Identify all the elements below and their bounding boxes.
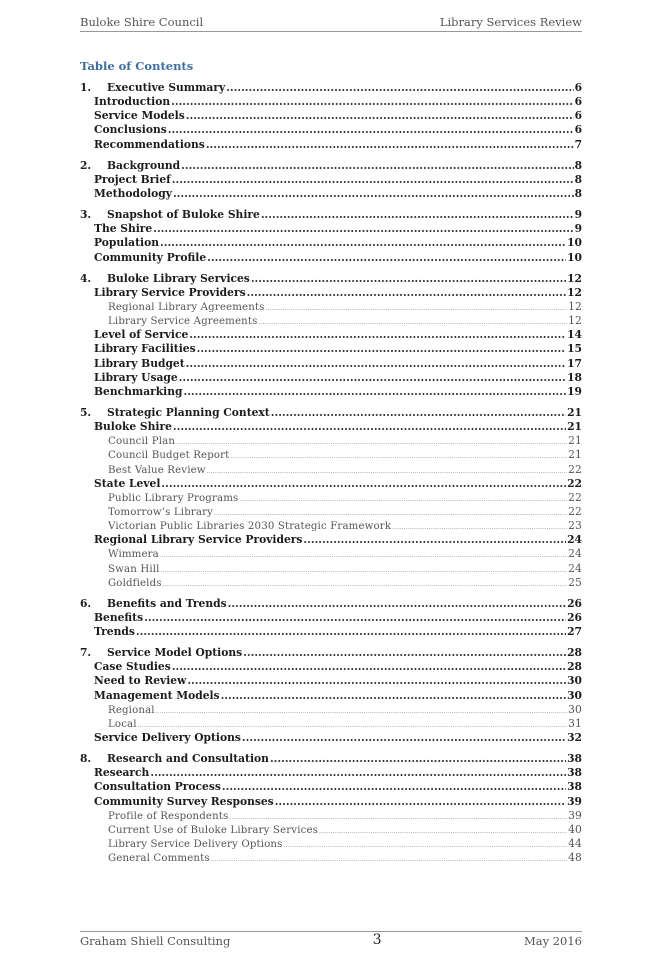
toc-entry-label [108,548,159,562]
toc-dot-leader [171,95,573,109]
toc-entry-label [94,187,172,201]
toc-subsection-entry[interactable] [80,477,582,491]
toc-dot-leader [226,81,573,95]
toc-entry-label [108,449,229,463]
toc-page-number: 12 [567,271,582,285]
toc-page-number: 23 [568,519,582,533]
toc-dot-leader [179,371,566,385]
toc-page-number: 6 [574,123,582,137]
toc-entry-label [108,838,283,852]
toc-entry-label [94,95,170,109]
toc-page-number: 38 [567,780,582,794]
footer-date: May 2016 [523,934,582,948]
toc-page-number: 28 [567,646,582,660]
toc-entry-text: Case Studies [94,660,171,674]
toc-entry-label [80,208,260,222]
toc-dot-leader [172,660,566,674]
toc-entry-text: Management Models [94,688,220,702]
toc-entry-text: Need to Review [94,674,187,688]
toc-entry-text: State Level [94,476,161,490]
toc-entry-label [108,852,210,866]
toc-entry-text: Victorian Public Libraries 2030 Strategic Framework [108,521,392,533]
toc-entry-text: Service Models [94,109,185,123]
toc-entry-text: Community Survey Responses [94,794,274,808]
toc-subsection-entry[interactable] [80,689,582,703]
toc-subsection-entry[interactable] [80,236,582,250]
toc-dot-leader [229,811,567,825]
toc-entry-text: Current Use of Buloke Library Services [108,824,319,836]
toc-page-number: 30 [567,688,582,702]
toc-entry-text: Research and Consultation [107,752,269,766]
toc-entry-label [80,597,227,611]
toc-entry-text: Project Brief [94,172,171,186]
toc-page-number: 10 [567,236,582,250]
toc-entry-label [94,123,167,137]
toc-dot-leader [284,839,568,853]
toc-subsubsection-entry[interactable] [80,837,582,851]
toc-dot-leader [186,357,566,371]
toc-subsubsection-entry[interactable] [80,448,582,462]
toc-entry-text: Benefits [94,610,144,624]
toc-dot-leader [247,286,567,300]
toc-subsection-entry[interactable] [80,611,582,625]
toc-dot-leader [156,705,567,719]
toc-section-number: 5. [80,405,92,419]
toc-entry-text: The Shire [94,222,153,236]
toc-subsubsection-entry[interactable] [80,505,582,519]
toc-dot-leader [243,646,566,660]
toc-entry-label [94,173,171,187]
toc-section-entry[interactable] [80,208,582,222]
toc-dot-leader [275,795,566,809]
table-of-contents [80,81,582,865]
toc-entry-label [108,810,228,824]
toc-page-number: 22 [567,476,582,490]
toc-entry-label [94,477,160,491]
toc-page-number: 40 [568,822,582,836]
toc-subsection-entry[interactable] [80,795,582,809]
toc-dot-leader [163,578,567,592]
toc-subsection-entry[interactable] [80,109,582,123]
toc-section-number: 3. [80,208,92,222]
toc-entry-text: Benchmarking [94,384,183,398]
toc-section-entry[interactable] [80,159,582,173]
toc-subsection-entry[interactable] [80,625,582,639]
toc-page-number: 21 [568,448,582,462]
toc-entry-text: Library Service Delivery Options [108,839,283,851]
toc-entry-label [108,506,213,520]
toc-page-number: 39 [567,794,582,808]
toc-entry-label [80,406,270,420]
toc-entry-label [94,795,274,809]
toc-section-entry[interactable] [80,406,582,420]
toc-dot-leader [221,689,567,703]
toc-entry-text: Snapshot of Buloke Shire [107,208,260,222]
toc-dot-leader [183,385,566,399]
toc-entry-text: Best Value Review [108,464,206,476]
page-header [80,12,582,32]
toc-entry-label [108,824,318,838]
toc-dot-leader [303,533,566,547]
toc-subsection-entry[interactable] [80,95,582,109]
toc-entry-text: Swan Hill [108,563,160,575]
toc-entry-label [108,563,160,577]
toc-section-entry[interactable] [80,646,582,660]
toc-page-number: 21 [567,405,582,419]
toc-subsubsection-entry[interactable] [80,851,582,865]
toc-entry-label [94,342,196,356]
toc-section-number: 2. [80,158,92,172]
toc-subsection-entry[interactable] [80,123,582,137]
toc-dot-leader [214,507,567,521]
toc-entry-text: General Comments [108,853,210,865]
toc-page-number: 14 [567,328,582,342]
toc-page-number: 24 [567,533,582,547]
toc-dot-leader [207,251,566,265]
toc-page-number: 44 [568,837,582,851]
toc-section-number: 6. [80,596,92,610]
toc-entry-text: Benefits and Trends [107,596,227,610]
toc-dot-leader [261,208,574,222]
toc-entry-label [80,272,250,286]
toc-entry-text: Population [94,236,160,250]
toc-page-number: 38 [567,752,582,766]
toc-entry-text: Buloke Library Services [107,271,250,285]
toc-subsubsection-entry[interactable] [80,314,582,328]
toc-entry-label [94,611,143,625]
toc-entry-label [108,301,265,315]
toc-page-number: 28 [567,660,582,674]
toc-dot-leader [173,420,566,434]
toc-section-number: 1. [80,81,92,94]
toc-subsubsection-entry[interactable] [80,703,582,717]
toc-dot-leader [211,853,567,867]
toc-subsubsection-entry[interactable] [80,463,582,477]
toc-page-number: 9 [574,208,582,222]
toc-entry-label [94,236,159,250]
toc-entry-label [94,731,241,745]
toc-subsection-entry[interactable] [80,660,582,674]
toc-dot-leader [186,109,574,123]
toc-entry-text: Strategic Planning Context [107,405,270,419]
toc-entry-label [108,435,175,449]
toc-section-number: 4. [80,271,92,285]
toc-entry-text: Council Plan [108,436,176,448]
toc-dot-leader [230,450,567,464]
toc-page-number: 6 [574,95,582,109]
toc-entry-label [108,520,391,534]
toc-page-number: 8 [574,158,582,172]
toc-page-number: 26 [567,610,582,624]
toc-page-number: 12 [568,299,582,313]
toc-dot-leader [271,406,566,420]
toc-page-number: 22 [568,490,582,504]
toc-dot-leader [206,138,574,152]
toc-entry-label [108,492,238,506]
toc-entry-label [108,577,162,591]
toc-dot-leader [153,222,573,236]
toc-entry-text: Public Library Programs [108,492,239,504]
toc-entry-text: Introduction [94,95,171,109]
toc-page-number: 9 [574,222,582,236]
toc-entry-label [94,385,182,399]
toc-entry-text: Service Delivery Options [94,731,241,745]
toc-dot-leader [161,564,568,578]
toc-page-number: 12 [567,285,582,299]
toc-dot-leader [228,597,567,611]
toc-page-number: 18 [567,370,582,384]
toc-subsection-entry[interactable] [80,286,582,300]
header-document-title: Library Services Review [439,15,582,29]
toc-page-number: 30 [567,674,582,688]
toc-section-entry[interactable] [80,597,582,611]
toc-entry-label [94,420,172,434]
toc-page-number: 17 [567,356,582,370]
toc-subsection-entry[interactable] [80,780,582,794]
toc-entry-label [80,646,242,660]
toc-entry-label [94,625,135,639]
toc-page-number: 26 [567,596,582,610]
toc-dot-leader [160,236,566,250]
toc-dot-leader [150,766,566,780]
toc-subsection-entry[interactable] [80,385,582,399]
toc-dot-leader [319,825,567,839]
toc-entry-label [94,138,205,152]
toc-subsubsection-entry[interactable] [80,491,582,505]
toc-dot-leader [222,780,566,794]
toc-page-number: 38 [567,766,582,780]
toc-subsubsection-entry[interactable] [80,809,582,823]
toc-entry-text: Community Profile [94,250,207,264]
toc-dot-leader [168,123,574,137]
toc-entry-label [94,286,246,300]
toc-entry-text: Buloke Shire [94,420,172,434]
toc-entry-text: Local [108,718,137,730]
toc-dot-leader [197,342,567,356]
toc-page-number: 12 [568,314,582,328]
toc-page-number: 15 [567,342,582,356]
toc-entry-label [94,660,171,674]
toc-subsection-entry[interactable] [80,328,582,342]
toc-dot-leader [144,611,566,625]
toc-page-number: 27 [567,625,582,639]
toc-entry-text: Library Facilities [94,342,196,356]
toc-entry-label [80,81,225,95]
toc-entry-text: Regional Library Service Providers [94,533,303,547]
toc-subsubsection-entry[interactable] [80,823,582,837]
toc-entry-text: Methodology [94,186,172,200]
toc-page-number: 6 [574,109,582,123]
toc-entry-text: Regional [108,704,155,716]
toc-page-number: 19 [567,384,582,398]
toc-page-number: 21 [568,434,582,448]
toc-dot-leader [242,731,566,745]
toc-dot-leader [176,436,567,450]
toc-entry-label [94,371,178,385]
toc-page-number: 8 [574,186,582,200]
toc-entry-text: Research [94,766,150,780]
toc-subsection-entry[interactable] [80,173,582,187]
footer-page-number: 3 [372,932,382,948]
toc-page-number: 32 [567,731,582,745]
toc-page-number: 8 [574,172,582,186]
toc-subsection-entry[interactable] [80,187,582,201]
toc-entry-text: Library Usage [94,370,178,384]
toc-entry-label [94,357,185,371]
toc-section-entry[interactable] [80,272,582,286]
toc-entry-text: Profile of Respondents [108,810,229,822]
toc-entry-label [94,328,188,342]
toc-entry-label [108,704,155,718]
toc-entry-label [94,674,186,688]
toc-dot-leader [136,625,566,639]
toc-entry-text: Council Budget Report [108,450,230,462]
toc-entry-text: Recommendations [94,137,205,151]
toc-entry-text: Library Budget [94,356,185,370]
toc-section-entry[interactable] [80,752,582,766]
toc-entry-label [80,159,180,173]
footer-author: Graham Shiell Consulting [80,934,231,948]
toc-entry-text: Conclusions [94,123,167,137]
toc-subsubsection-entry[interactable] [80,300,582,314]
toc-subsection-entry[interactable] [80,371,582,385]
toc-dot-leader [270,752,566,766]
toc-entry-text: Library Service Providers [94,285,246,299]
toc-subsection-entry[interactable] [80,731,582,745]
toc-entry-text: Consultation Process [94,780,221,794]
page-footer [80,931,582,948]
toc-entry-text: Regional Library Agreements [108,301,265,313]
toc-subsection-entry[interactable] [80,222,582,236]
toc-dot-leader [161,477,566,491]
toc-entry-label [108,464,206,478]
toc-subsection-entry[interactable] [80,766,582,780]
toc-dot-leader [172,173,574,187]
toc-subsection-entry[interactable] [80,674,582,688]
toc-subsubsection-entry[interactable] [80,576,582,590]
toc-entry-label [94,251,206,265]
toc-page-number: 7 [574,137,582,151]
toc-page-number: 24 [568,547,582,561]
toc-entry-label [94,109,185,123]
toc-subsubsection-entry[interactable] [80,519,582,533]
header-organization: Buloke Shire Council [80,15,204,29]
toc-subsection-entry[interactable] [80,420,582,434]
toc-page-number: 31 [568,716,582,730]
toc-entry-label [94,766,149,780]
toc-section-number: 7. [80,646,92,660]
toc-section-entry[interactable] [80,81,582,95]
toc-page-number: 39 [568,808,582,822]
toc-dot-leader [160,549,567,563]
toc-page-number: 22 [568,504,582,518]
toc-page-number: 48 [568,851,582,865]
toc-dot-leader [251,272,566,286]
toc-entry-text: Library Service Agreements [108,316,258,328]
toc-entry-text: Wimmera [108,549,159,561]
toc-dot-leader [173,187,574,201]
toc-subsection-entry[interactable] [80,138,582,152]
toc-title: Table of Contents [80,59,194,73]
toc-subsubsection-entry[interactable] [80,434,582,448]
toc-entry-label [94,689,220,703]
toc-entry-label [108,718,137,732]
toc-entry-label [80,752,269,766]
toc-entry-text: Executive Summary [107,81,226,94]
toc-dot-leader [181,159,573,173]
toc-page-number: 22 [568,462,582,476]
toc-entry-label [94,780,221,794]
toc-entry-label [108,315,258,329]
toc-dot-leader [266,302,568,316]
toc-page-number: 10 [567,250,582,264]
toc-entry-label [94,222,152,236]
toc-subsection-entry[interactable] [80,533,582,547]
toc-entry-text: Background [107,158,181,172]
toc-subsubsection-entry[interactable] [80,547,582,561]
toc-subsection-entry[interactable] [80,357,582,371]
toc-entry-text: Level of Service [94,328,189,342]
toc-entry-text: Tomorrow’s Library [108,506,214,518]
toc-subsection-entry[interactable] [80,342,582,356]
toc-dot-leader [189,328,566,342]
toc-entry-text: Trends [94,625,135,639]
toc-subsubsection-entry[interactable] [80,562,582,576]
toc-page-number: 6 [574,81,582,94]
toc-dot-leader [239,493,567,507]
toc-dot-leader [187,674,566,688]
toc-page-number: 25 [568,575,582,589]
toc-entry-label [94,533,302,547]
toc-subsection-entry[interactable] [80,251,582,265]
toc-entry-text: Service Model Options [107,646,243,660]
toc-section-number: 8. [80,752,92,766]
toc-page-number: 21 [567,420,582,434]
toc-page-number: 30 [568,702,582,716]
toc-page-number: 24 [568,561,582,575]
toc-subsubsection-entry[interactable] [80,717,582,731]
toc-entry-text: Goldfields [108,577,162,589]
